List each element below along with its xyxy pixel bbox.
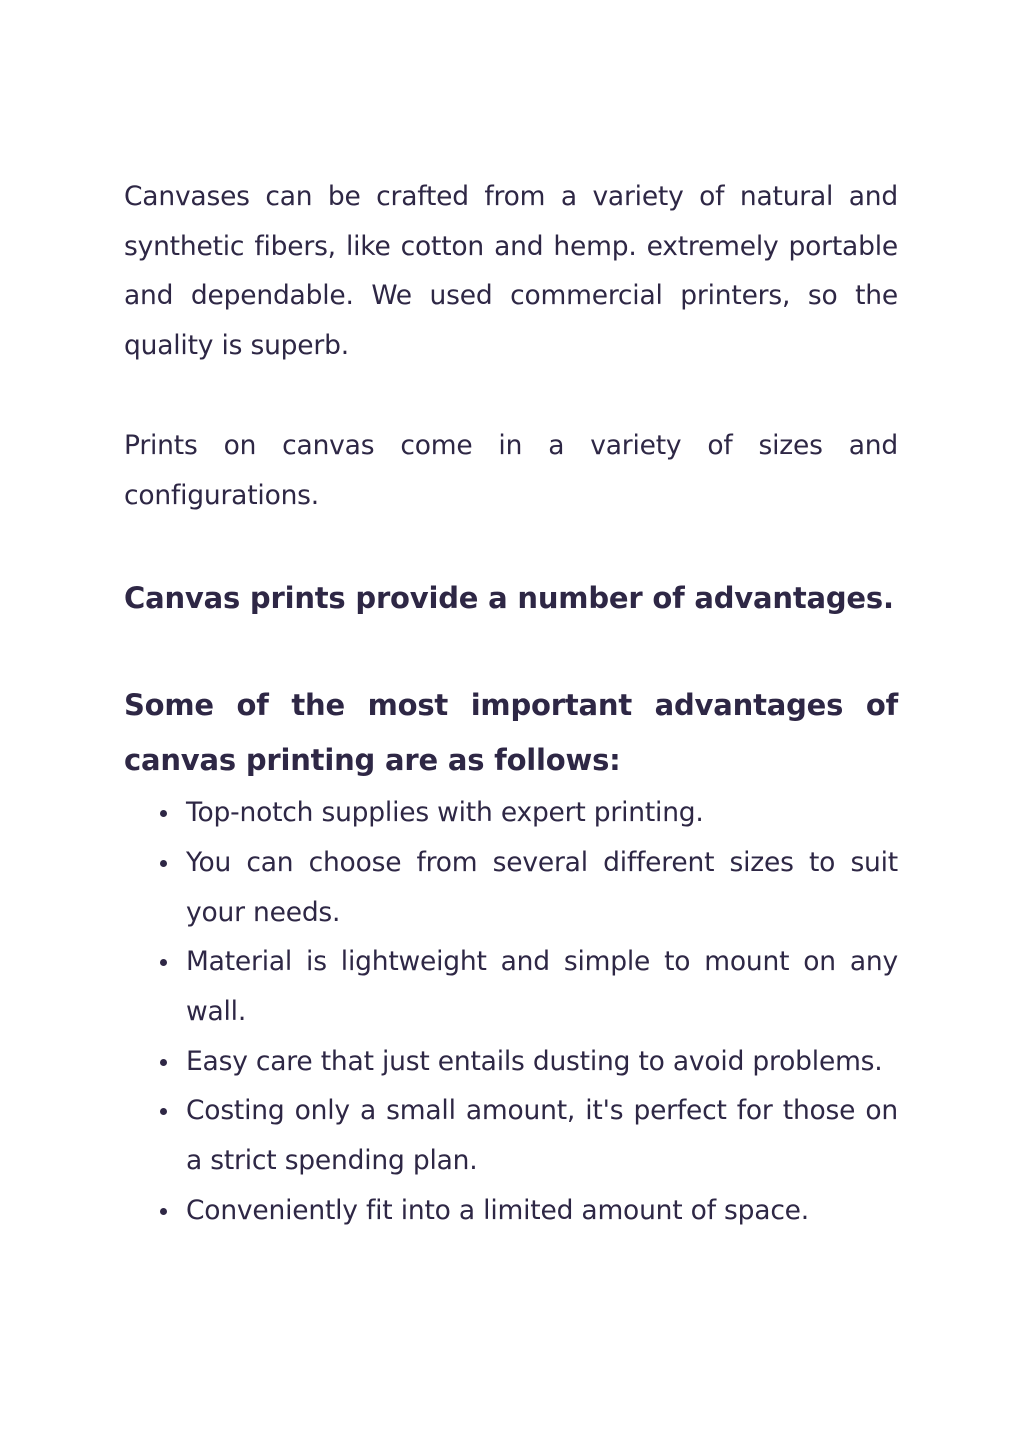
list-item-text: Costing only a small amount, it's perfect for those on a strict spending plan. [186,1095,898,1177]
document-page [124,172,898,1236]
bullet-icon [160,1108,167,1115]
list-item-text: Easy care that just entails dusting to avoid problems. [186,1045,883,1077]
list-item-text: Conveniently fit into a limited amount of space. [186,1194,810,1226]
bullet-icon [160,810,167,817]
list-item-text: Top-notch supplies with expert printing. [186,797,704,829]
list-item [186,1186,898,1236]
bullet-icon [160,959,167,966]
list-item-text: Material is lightweight and simple to mount on any wall. [186,946,898,1028]
sizes-paragraph: Prints on canvas come in a variety of sizes and configurations. [124,429,898,511]
bullet-icon [160,1208,167,1215]
advantages-subheading: Some of the most important advantages of canvas printing are as follows: [124,688,898,778]
advantages-list [124,788,898,1235]
list-item [186,788,898,838]
bullet-icon [160,1059,167,1066]
list-item [186,838,898,937]
list-item-text: You can choose from several different sizes to suit your needs. [186,846,898,928]
list-item [186,1086,898,1185]
advantages-heading: Canvas prints provide a number of advantages. [124,581,894,616]
bullet-icon [160,860,167,867]
list-item [186,1037,898,1087]
intro-paragraph: Canvases can be crafted from a variety of natural and synthetic fibers, like cotton and hemp. extremely portable and dependable. We used commercial printers, so the quality is superb. [124,181,898,362]
list-item [186,937,898,1036]
